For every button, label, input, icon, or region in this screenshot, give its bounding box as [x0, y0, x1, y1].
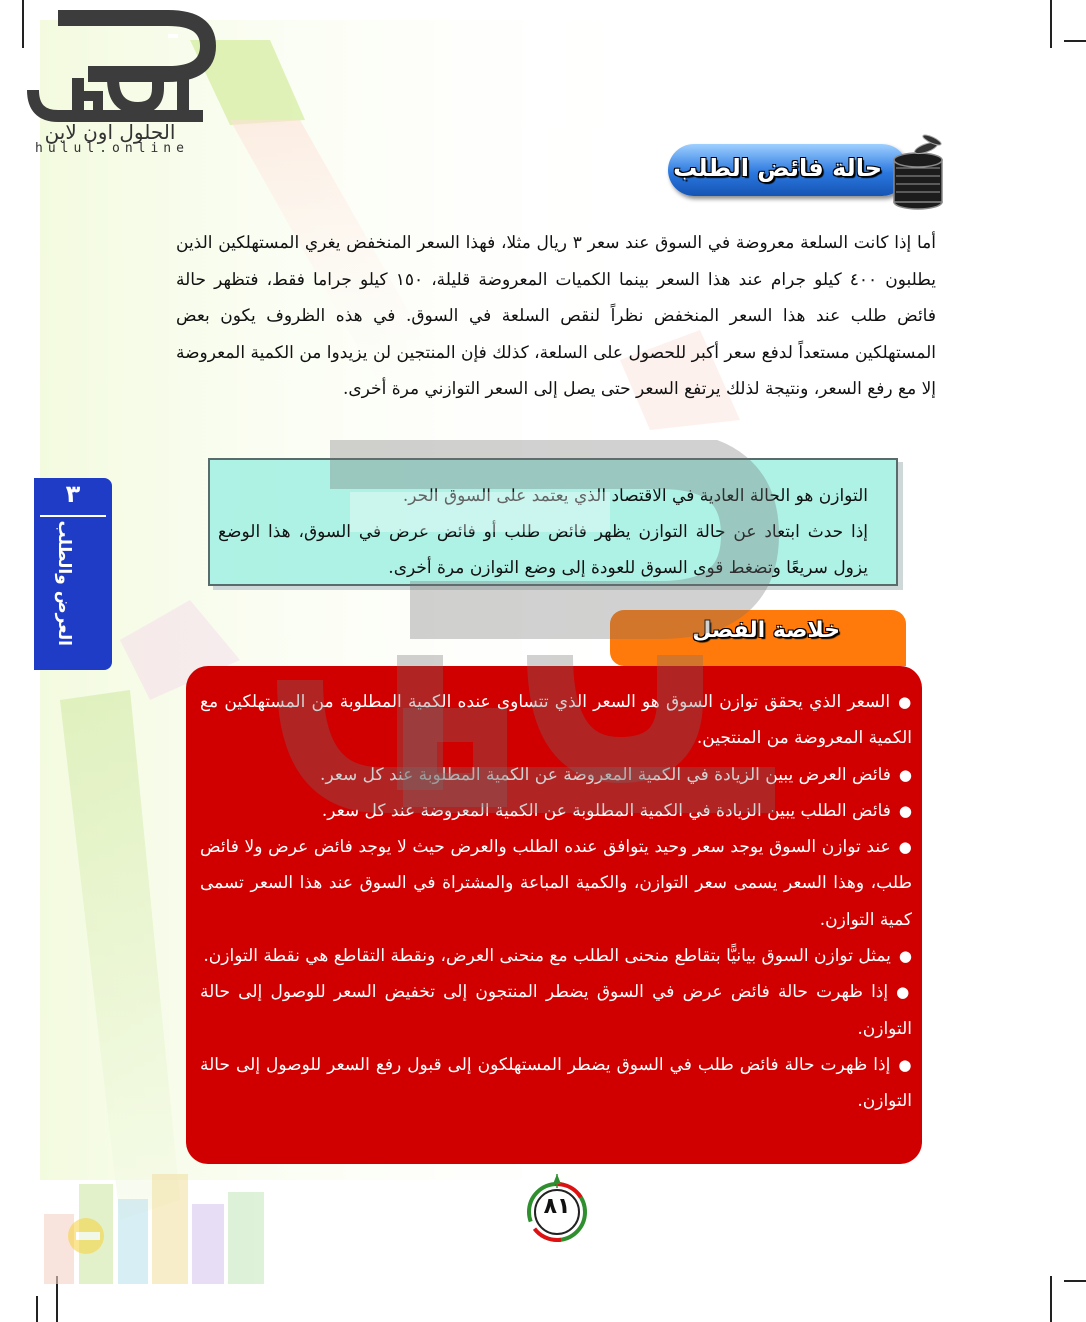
- crop-mark: [1064, 1280, 1086, 1282]
- summary-item-text: عند توازن السوق يوجد سعر وحيد يتوافق عنده الطلب والعرض حيث لا يوجد فائض عرض ولا فائض طلب، وهذا السعر يسمى سعر التوازن، والكمية المباعة والمشتراة في السوق عند هذا السعر تسمى كمية التوازن.: [200, 837, 912, 930]
- chapter-title: العرض والطلب: [54, 520, 74, 646]
- bullet-icon: ●: [898, 838, 912, 857]
- note-line: إذا حدث ابتعاد عن حالة التوازن يظهر فائض طلب أو فائض عرض في السوق، هذا الوضع يزول سريعًا وتضغط قوى السوق للعودة إلى وضع التوازن مرة أخرى.: [218, 522, 868, 578]
- summary-item: [200, 938, 912, 974]
- summary-item: [200, 829, 912, 938]
- bullet-icon: ●: [898, 1055, 913, 1074]
- page-number: ٨١: [543, 1194, 571, 1219]
- bullet-icon: ●: [898, 765, 912, 784]
- bullet-icon: ●: [898, 801, 912, 820]
- section-heading: حالة فائض الطلب: [673, 154, 882, 182]
- summary-item: [200, 974, 912, 1047]
- chapter-side-tab: [34, 478, 112, 670]
- summary-item-text: إذا ظهرت حالة فائض عرض في السوق يضطر المنتجون إلى تخفيض السعر للوصول إلى حالة التوازن.: [200, 982, 912, 1039]
- chapter-number: ٣: [65, 480, 81, 508]
- crop-mark: [36, 1296, 38, 1322]
- summary-item-text: السعر الذي يحقق توازن السوق هو السعر الذي تتساوى عنده الكمية المطلوبة من المستهلكين مع الكمية المعروضة من المنتجين.: [200, 692, 912, 749]
- summary-item: [200, 1047, 912, 1120]
- summary-item: [200, 757, 912, 793]
- summary-list: [200, 684, 912, 1120]
- summary-item-text: يمثل توازن السوق بيانيًّا بتقاطع منحنى الطلب مع منحنى العرض، ونقطة التقاطع هي نقطة التوازن.: [203, 946, 891, 967]
- body-paragraph: أما إذا كانت السلعة معروضة في السوق عند سعر ٣ ريال مثلا، فهذا السعر المنخفض يغري المستهلكين الذين يطلبون ٤٠٠ كيلو جرام عند هذا السعر بينما الكميات المعروضة قليلة، ١٥٠ كيلو جراما فقط، فتظهر حالة فائض طلب عند هذا السعر المنخفض نظراً لنقص السلعة في السوق. في هذه الظروف يكون بعض المستهلكين مستعداً لدفع سعر أكبر للحصول على السلعة، كذلك فإن المنتجين لن يزيدوا من الكمية المعروضة إلا مع رفع السعر، ونتيجة لذلك يرتفع السعر حتى يصل إلى السعر التوازني مرة أخرى.: [176, 233, 936, 399]
- crop-mark: [1050, 0, 1052, 48]
- bullet-icon: ●: [898, 947, 912, 966]
- summary-item: [200, 684, 912, 757]
- section-heading-pill: [668, 144, 908, 196]
- city-illustration: [34, 1154, 274, 1294]
- note-box: [208, 458, 898, 586]
- summary-item-text: إذا ظهرت حالة فائض طلب في السوق يضطر المستهلكون إلى قبول رفع السعر للوصول إلى حالة التوازن.: [200, 1054, 912, 1112]
- bullet-icon: ●: [896, 983, 912, 1002]
- summary-box: [186, 666, 922, 1164]
- note-line: التوازن هو الحالة العادية في الاقتصاد الذي يعتمد على السوق الحر.: [402, 486, 868, 506]
- summary-header-pill: [610, 610, 906, 666]
- coins-icon: [888, 132, 948, 212]
- crop-mark: [1050, 1276, 1052, 1322]
- summary-item-text: فائض العرض يبين الزيادة في الكمية المعروضة عن الكمية المطلوبة عند كل سعر.: [320, 764, 891, 785]
- bullet-icon: ●: [898, 693, 912, 711]
- summary-item: [200, 793, 912, 829]
- logo-latin-subtitle: hulul.online: [35, 141, 189, 156]
- logo-arabic-subtitle: الحلول اون لاين: [44, 120, 176, 144]
- summary-title: خلاصة الفصل: [692, 618, 840, 643]
- divider: [40, 515, 106, 517]
- summary-item-text: فائض الطلب يبين الزيادة في الكمية المطلوبة عن الكمية المعروضة عند كل سعر.: [321, 800, 891, 821]
- crop-mark: [1064, 40, 1086, 42]
